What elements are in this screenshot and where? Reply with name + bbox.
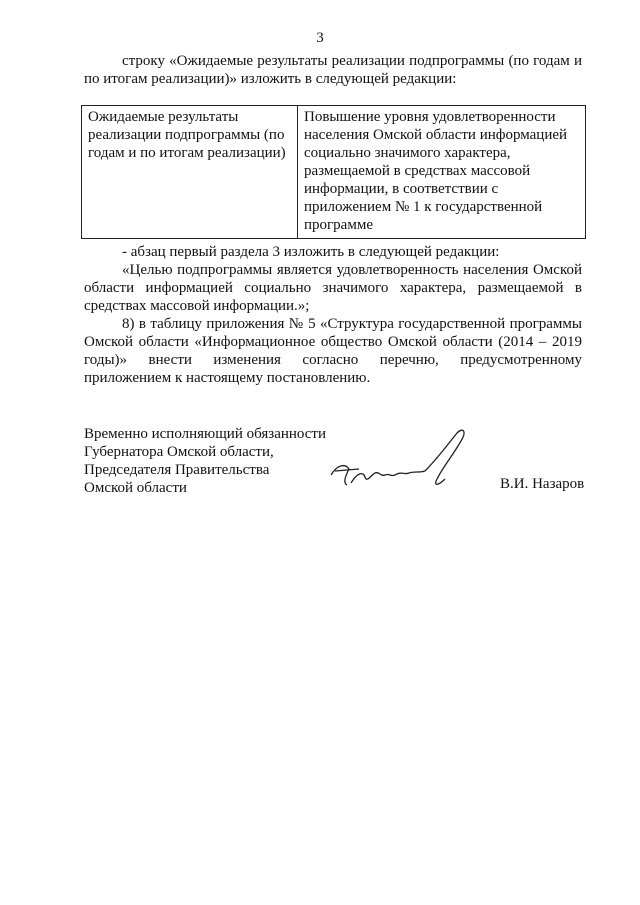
signer-title bbox=[84, 425, 326, 497]
amendment-table bbox=[81, 105, 586, 239]
signer-line: Председателя Правительства bbox=[84, 462, 270, 478]
table-row bbox=[82, 106, 586, 239]
paragraph-item-8: 8) в таблицу приложения № 5 «Структура государственной программы Омской области «Информационное общество Омской области (2014 – 2019 годы)» внести изменения согласно перечню, предусмотренному приложением к настоящему постановлению. bbox=[84, 316, 582, 386]
table-cell-label: Ожидаемые результаты реализации подпрограммы (по годам и по итогам реализации) bbox=[82, 106, 298, 239]
page-number: 3 bbox=[316, 30, 324, 46]
body-text bbox=[84, 243, 582, 387]
signer-line: Омской области bbox=[84, 480, 187, 496]
signer-name: В.И. Назаров bbox=[500, 476, 585, 492]
paragraph-goal-quote: «Целью подпрограммы является удовлетворенность населения Омской области информацией социально значимого характера, размещаемой в средствах массовой информации.»; bbox=[84, 262, 582, 314]
signer-line: Губернатора Омской области, bbox=[84, 444, 274, 460]
signer-line: Временно исполняющий обязанности bbox=[84, 426, 327, 442]
handwritten-signature bbox=[325, 425, 475, 500]
intro-paragraph: строку «Ожидаемые результаты реализации подпрограммы (по годам и по итогам реализации)» изложить в следующей редакции: bbox=[84, 53, 582, 87]
paragraph-section3: - абзац первый раздела 3 изложить в следующей редакции: bbox=[122, 244, 500, 260]
table-cell-value: Повышение уровня удовлетворенности населения Омской области информацией социально значимого характера, размещаемой в средствах массовой информации, в соответствии с приложением № 1 к государственной программе bbox=[298, 106, 586, 239]
